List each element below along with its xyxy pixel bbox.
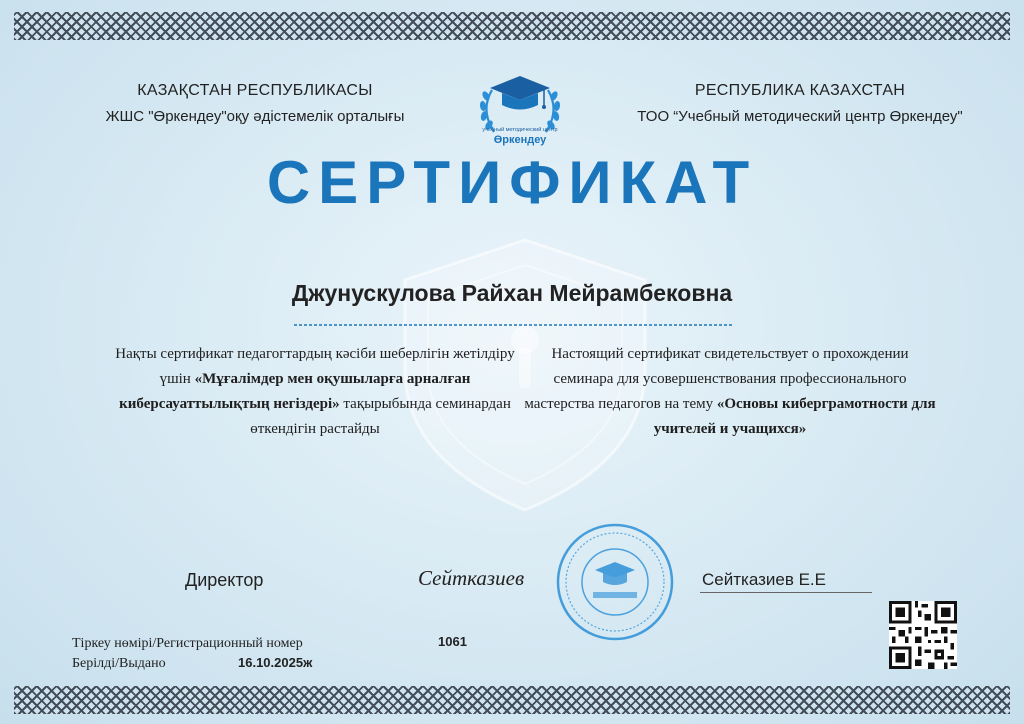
round-stamp-icon — [555, 522, 675, 642]
body-ru-topic: «Основы киберграмотности для учителей и учащихся» — [653, 396, 936, 437]
header-left-org-name: ЖШС "Өркендеу"оқу әдістемелік орталығы — [105, 108, 405, 125]
handwritten-signature: Сейтказиев — [418, 566, 525, 590]
header-right-country: РЕСПУБЛИКА КАЗАХСТАН — [694, 82, 906, 99]
signer-name: Сейтказиев Е.Е — [700, 570, 872, 593]
ornamental-border-bottom — [14, 686, 1010, 714]
body-ru-text1: Настоящий сертификат свидетельствует о прохождении семинара для усовершенствования профессионального мастерства педагогов на тему — [524, 346, 909, 412]
body-kz-text2: тақырыбында семинардан өткендігін растайды — [250, 396, 511, 437]
header-left-country: КАЗАҚСТАН РЕСПУБЛИКАСЫ — [137, 82, 373, 99]
director-label: Директор — [185, 570, 264, 590]
qr-code-icon[interactable] — [889, 601, 957, 669]
name-underline — [294, 324, 734, 326]
body-kz-text1: Нақты сертификат педагогтардың кәсіби шеберлігін жетілдіру үшін — [115, 346, 515, 387]
issued-label: Берілді/Выдано — [72, 656, 166, 671]
graduation-cap-logo-icon — [470, 70, 570, 156]
body-text-kazakh — [110, 342, 520, 442]
registration-number: 1061 — [438, 634, 467, 649]
ornamental-border-top — [14, 12, 1010, 40]
header-right-org-name: ТОО “Учебный методический центр Өркендеу" — [637, 108, 963, 125]
header-left-org — [60, 78, 450, 130]
logo-caption-name: Өркендеу — [493, 134, 547, 146]
body-text-russian — [520, 342, 940, 442]
body-kz-topic: «Мұғалімдер мен оқушыларға арналған киберсауаттылықтың негіздері» — [119, 371, 471, 412]
issue-date: 16.10.2025ж — [238, 655, 313, 670]
recipient-name: Джунускулова Райхан Мейрамбековна — [291, 280, 733, 306]
logo-caption-small: учебный методический центр — [482, 127, 558, 133]
registration-label: Тіркеу нөмірі/Регистрационный номер — [72, 636, 303, 651]
certificate-title: СЕРТИФИКАТ — [266, 149, 758, 216]
header-right-org — [590, 78, 1010, 130]
